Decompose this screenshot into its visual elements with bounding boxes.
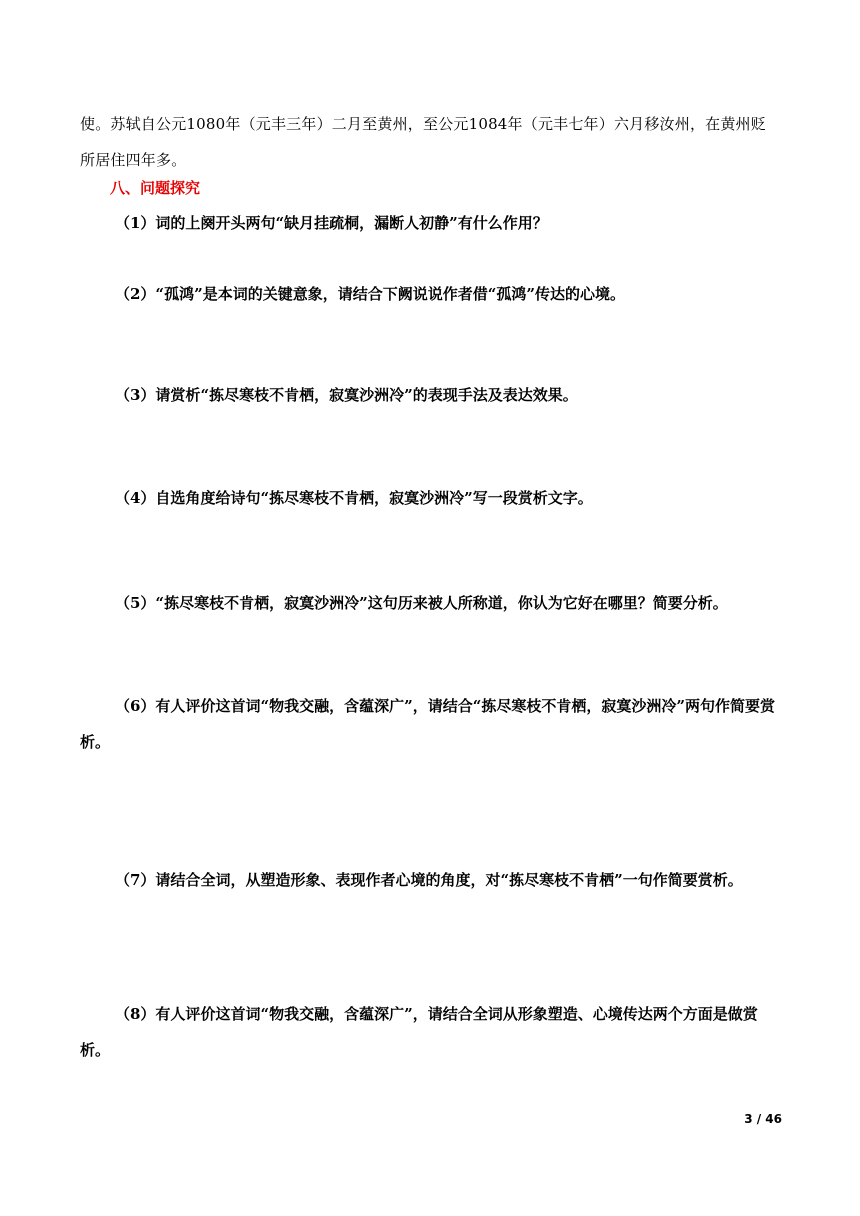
question-8: （8）有人评价这首词“物我交融，含蕴深广”，请结合全词从形象塑造、心境传达两个方面是做赏析。	[80, 1005, 758, 1059]
intro-paragraph: 使。苏轼自公元1080年（元丰三年）二月至黄州，至公元1084年（元丰七年）六月移汝州，在黄州贬所居住四年多。	[80, 115, 766, 169]
section-heading: 八、问题探究	[110, 179, 201, 197]
question-7: （7）请结合全词，从塑造形象、表现作者心境的角度，对“拣尽寒枝不肯栖”一句作简要赏析。	[115, 871, 743, 889]
question-4: （4）自选角度给诗句“拣尽寒枝不肯栖，寂寞沙洲冷”写一段赏析文字。	[115, 489, 593, 507]
question-6: （6）有人评价这首词“物我交融，含蕴深广”，请结合“拣尽寒枝不肯栖，寂寞沙洲冷”两句作简要赏析。	[80, 697, 775, 751]
page-number: 3 / 46	[744, 1112, 782, 1126]
question-3: （3）请赏析“拣尽寒枝不肯栖，寂寞沙洲冷”的表现手法及表达效果。	[115, 386, 578, 404]
question-5: （5）“拣尽寒枝不肯栖，寂寞沙洲冷”这句历来被人所称道，你认为它好在哪里？简要分析。	[115, 594, 728, 612]
question-2: （2）“孤鸿”是本词的关键意象，请结合下阙说说作者借“孤鸿”传达的心境。	[115, 285, 625, 303]
question-1: （1）词的上阕开头两句“缺月挂疏桐，漏断人初静”有什么作用？	[115, 214, 548, 232]
